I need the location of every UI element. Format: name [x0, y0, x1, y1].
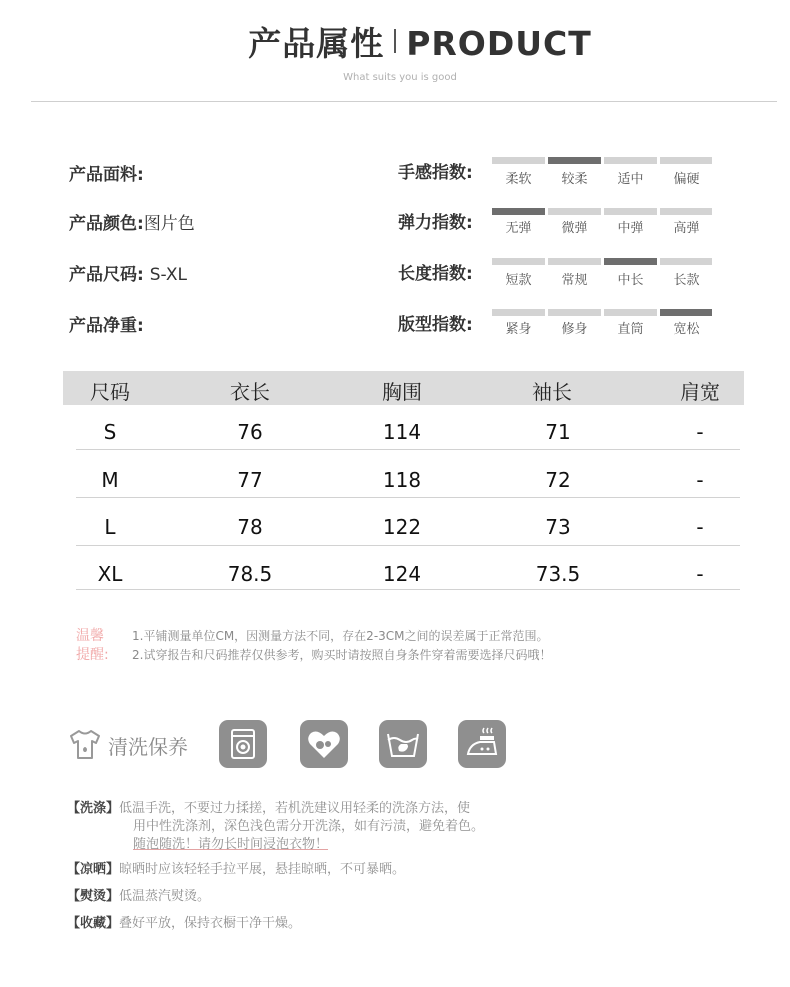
index-hand-feel-label: 手感指数:: [398, 163, 473, 183]
title-separator: [394, 29, 396, 53]
table-cell: 78: [237, 515, 263, 539]
index-length-option-2: 常规: [561, 273, 588, 288]
table-cell: -: [696, 420, 704, 444]
size-table-header-shoulder: 肩宽: [680, 380, 720, 404]
attr-weight-label: 产品净重:: [69, 316, 144, 336]
index-length-seg-1: [492, 258, 545, 265]
care-dry-text: 晾晒时应该轻轻手拉平展，悬挂晾晒，不可暴晒。: [119, 862, 406, 877]
table-row-divider: [76, 589, 740, 590]
tshirt-icon: [67, 727, 103, 763]
size-table-header-sleeve: 袖长: [532, 380, 572, 404]
index-elasticity-option-4: 高弹: [673, 221, 700, 236]
index-length-seg-4: [660, 258, 712, 265]
table-cell: M: [101, 468, 119, 492]
index-fit-label: 版型指数:: [398, 315, 473, 335]
attr-color-label: 产品颜色:: [69, 214, 144, 234]
index-fit-seg-2: [548, 309, 601, 316]
index-fit-seg-1: [492, 309, 545, 316]
index-elasticity-option-3: 中弹: [617, 221, 644, 236]
table-cell: 114: [382, 420, 422, 444]
tips-line-2: 2.试穿报告和尺码推荐仅供参考，购买时请按照自身条件穿着需要选择尺码哦！: [132, 648, 552, 662]
index-hand-feel-option-3: 适中: [617, 172, 644, 187]
index-hand-feel-seg-1: [492, 157, 545, 164]
care-wash-line1: 低温手洗，不要过力揉搓，若机洗建议用轻柔的洗涤方法，使: [119, 801, 471, 816]
attr-size-label: 产品尺码:: [69, 265, 144, 285]
index-length-option-1: 短款: [505, 273, 532, 288]
care-store-tag: 【收藏】: [67, 916, 120, 931]
size-table-header-length: 衣长: [230, 380, 270, 404]
attr-color: [69, 209, 195, 234]
care-iron-text: 低温蒸汽熨烫。: [119, 889, 211, 904]
table-row-divider: [76, 449, 740, 450]
care-title: 清洗保养: [108, 735, 188, 759]
table-cell: 71: [545, 420, 571, 444]
table-cell: -: [696, 562, 704, 586]
page-title-cn: 产品属性: [248, 24, 385, 63]
heart-wash-icon: [300, 720, 348, 768]
index-hand-feel-seg-2: [548, 157, 601, 164]
table-row-divider: [76, 545, 740, 546]
care-wash-tag: 【洗涤】: [67, 801, 120, 816]
index-elasticity-label: 弹力指数:: [398, 213, 473, 233]
table-cell: 77: [237, 468, 263, 492]
index-fit-option-1: 紧身: [505, 322, 532, 337]
index-hand-feel-seg-4: [660, 157, 712, 164]
attr-size: [69, 260, 187, 285]
page-subtitle: What suits you is good: [343, 72, 457, 83]
table-cell: 122: [382, 515, 422, 539]
care-iron-tag: 【熨烫】: [67, 889, 120, 904]
page-title: [0, 18, 790, 65]
table-cell: 73: [545, 515, 571, 539]
care-store-text: 叠好平放，保持衣橱干净干燥。: [119, 916, 302, 931]
page-title-en: PRODUCT: [406, 24, 592, 63]
attr-fabric: [69, 160, 144, 185]
care-wash-row: [67, 797, 470, 816]
care-iron-row: [67, 885, 210, 904]
index-elasticity-seg-1: [492, 208, 545, 215]
attr-size-value: S-XL: [149, 265, 187, 285]
table-cell: 124: [382, 562, 422, 586]
iron-icon: [458, 720, 506, 768]
index-elasticity-seg-3: [604, 208, 657, 215]
table-cell: -: [696, 515, 704, 539]
table-cell: L: [104, 515, 116, 539]
index-elasticity-seg-2: [548, 208, 601, 215]
index-hand-feel-option-2: 较柔: [561, 172, 588, 187]
index-elasticity-seg-4: [660, 208, 712, 215]
index-fit-option-2: 修身: [561, 322, 588, 337]
table-cell: S: [103, 420, 117, 444]
attr-color-value: 图片色: [143, 214, 195, 234]
index-hand-feel-option-1: 柔软: [505, 172, 532, 187]
care-dry-row: [67, 858, 405, 877]
attr-weight: [69, 311, 144, 336]
care-wash-line2: 用中性洗涤剂，深色浅色需分开洗涤，如有污渍，避免着色。: [133, 819, 485, 834]
index-length-label: 长度指数:: [398, 264, 473, 284]
size-table-header-size: 尺码: [90, 380, 130, 404]
index-length-seg-2: [548, 258, 601, 265]
tips-tag-line1: 温馨: [76, 628, 104, 644]
index-fit-seg-4: [660, 309, 712, 316]
header-divider: [31, 101, 777, 102]
hand-wash-icon: [379, 720, 427, 768]
size-table-header-chest: 胸围: [382, 380, 422, 404]
index-length-option-3: 中长: [617, 273, 644, 288]
index-fit-seg-3: [604, 309, 657, 316]
attr-fabric-label: 产品面料:: [69, 165, 144, 185]
index-elasticity-option-2: 微弹: [561, 221, 588, 236]
table-row-divider: [76, 497, 740, 498]
index-length-seg-3: [604, 258, 657, 265]
table-cell: 118: [382, 468, 422, 492]
index-fit-option-4: 宽松: [673, 322, 700, 337]
index-length-option-4: 长款: [673, 273, 700, 288]
washing-machine-icon: [219, 720, 267, 768]
tips-line-1: 1.平铺测量单位CM，因测量方法不同，存在2-3CM之间的误差属于正常范围。: [132, 629, 549, 643]
table-cell: 73.5: [535, 562, 581, 586]
care-store-row: [67, 912, 301, 931]
care-dry-tag: 【凉晒】: [67, 862, 120, 877]
index-hand-feel-option-4: 偏硬: [673, 172, 700, 187]
index-hand-feel-seg-3: [604, 157, 657, 164]
table-cell: -: [696, 468, 704, 492]
table-cell: 78.5: [227, 562, 273, 586]
care-wash-line3: 随泡随洗！请勿长时间浸泡衣物！: [133, 837, 329, 852]
table-cell: 72: [545, 468, 571, 492]
table-cell: XL: [97, 562, 123, 586]
table-cell: 76: [237, 420, 263, 444]
index-fit-option-3: 直筒: [617, 322, 644, 337]
index-elasticity-option-1: 无弹: [505, 221, 532, 236]
tips-tag-line2: 提醒:: [76, 647, 109, 663]
